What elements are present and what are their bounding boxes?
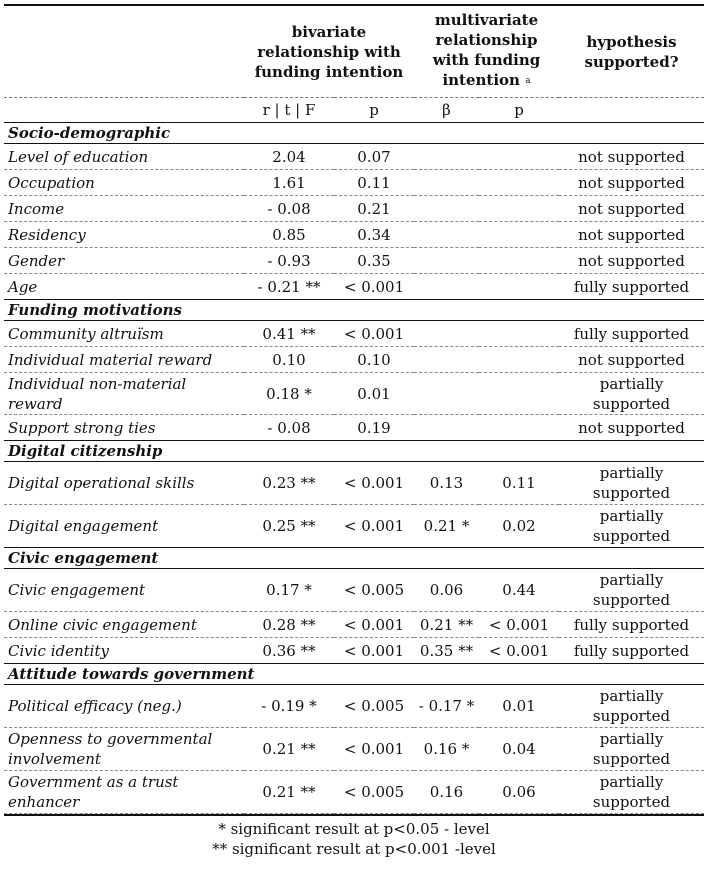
table-row bbox=[4, 373, 704, 415]
cell-hypothesis: partially supported bbox=[559, 505, 704, 548]
cell-hypothesis: fully supported bbox=[559, 321, 704, 347]
cell-r: - 0.93 bbox=[244, 248, 334, 274]
row-label: Digital operational skills bbox=[4, 462, 244, 505]
table-row bbox=[4, 462, 704, 505]
cell-r: 0.23 ** bbox=[244, 462, 334, 505]
section-title-socio: Socio-demographic bbox=[4, 123, 704, 144]
cell-beta bbox=[414, 196, 479, 222]
cell-hypothesis: not supported bbox=[559, 170, 704, 196]
row-label: Gender bbox=[4, 248, 244, 274]
cell-r: 0.21 ** bbox=[244, 771, 334, 814]
cell-r: 0.85 bbox=[244, 222, 334, 248]
cell-beta: 0.21 ** bbox=[414, 612, 479, 638]
subheader-blank bbox=[4, 98, 244, 123]
cell-hypothesis: not supported bbox=[559, 347, 704, 373]
cell-hypothesis: partially supported bbox=[559, 462, 704, 505]
results-table bbox=[4, 4, 704, 816]
cell-p-multi: 0.11 bbox=[479, 462, 559, 505]
row-label: Residency bbox=[4, 222, 244, 248]
cell-p-multi bbox=[479, 248, 559, 274]
cell-p: 0.10 bbox=[334, 347, 414, 373]
table-row bbox=[4, 415, 704, 441]
header-row bbox=[4, 5, 704, 98]
row-label: Digital engagement bbox=[4, 505, 244, 548]
table-row bbox=[4, 321, 704, 347]
cell-p: 0.07 bbox=[334, 144, 414, 170]
cell-hypothesis: not supported bbox=[559, 415, 704, 441]
cell-p-multi bbox=[479, 415, 559, 441]
cell-r: 1.61 bbox=[244, 170, 334, 196]
row-label: Online civic engagement bbox=[4, 612, 244, 638]
table-row bbox=[4, 685, 704, 728]
cell-p: 0.01 bbox=[334, 373, 414, 415]
table-row bbox=[4, 144, 704, 170]
cell-p: < 0.001 bbox=[334, 505, 414, 548]
cell-beta: 0.16 bbox=[414, 771, 479, 814]
cell-hypothesis: not supported bbox=[559, 196, 704, 222]
cell-r: 2.04 bbox=[244, 144, 334, 170]
row-label: Occupation bbox=[4, 170, 244, 196]
cell-beta: 0.16 * bbox=[414, 728, 479, 771]
cell-r: 0.25 ** bbox=[244, 505, 334, 548]
cell-p-multi bbox=[479, 222, 559, 248]
section-header bbox=[4, 664, 704, 685]
table-bottom-rule bbox=[4, 814, 704, 816]
cell-p: < 0.001 bbox=[334, 321, 414, 347]
table-row bbox=[4, 569, 704, 612]
header-multivariate bbox=[414, 5, 559, 98]
cell-p: 0.11 bbox=[334, 170, 414, 196]
cell-beta: 0.06 bbox=[414, 569, 479, 612]
cell-p-multi bbox=[479, 274, 559, 300]
cell-p-multi: < 0.001 bbox=[479, 638, 559, 664]
cell-p: < 0.001 bbox=[334, 638, 414, 664]
cell-hypothesis: not supported bbox=[559, 222, 704, 248]
cell-beta: 0.35 ** bbox=[414, 638, 479, 664]
header-multivariate-text: multivariate relationship with funding intention bbox=[432, 11, 541, 89]
subheader-p-multivariate: p bbox=[479, 98, 559, 123]
header-hypothesis: hypothesis supported? bbox=[584, 32, 679, 71]
table-row bbox=[4, 347, 704, 373]
cell-p-multi: 0.04 bbox=[479, 728, 559, 771]
cell-r: 0.28 ** bbox=[244, 612, 334, 638]
cell-r: 0.36 ** bbox=[244, 638, 334, 664]
cell-p: < 0.001 bbox=[334, 612, 414, 638]
cell-p-multi bbox=[479, 196, 559, 222]
header-multivariate-footnote-mark: a bbox=[525, 76, 531, 86]
row-label: Individual material reward bbox=[4, 347, 244, 373]
cell-beta bbox=[414, 347, 479, 373]
table-row bbox=[4, 170, 704, 196]
cell-r: 0.41 ** bbox=[244, 321, 334, 347]
cell-beta bbox=[414, 248, 479, 274]
table-row bbox=[4, 196, 704, 222]
cell-hypothesis: partially supported bbox=[559, 728, 704, 771]
cell-p-multi: 0.44 bbox=[479, 569, 559, 612]
header-blank bbox=[4, 5, 244, 98]
cell-beta: 0.13 bbox=[414, 462, 479, 505]
cell-beta bbox=[414, 274, 479, 300]
cell-r: - 0.08 bbox=[244, 196, 334, 222]
row-label: Age bbox=[4, 274, 244, 300]
cell-r: - 0.21 ** bbox=[244, 274, 334, 300]
cell-p: < 0.005 bbox=[334, 685, 414, 728]
row-label: Community altruïsm bbox=[4, 321, 244, 347]
section-title-digital: Digital citizenship bbox=[4, 441, 704, 462]
cell-hypothesis: not supported bbox=[559, 248, 704, 274]
cell-hypothesis: partially supported bbox=[559, 569, 704, 612]
row-label: Government as a trust enhancer bbox=[4, 771, 244, 814]
cell-p: < 0.005 bbox=[334, 771, 414, 814]
cell-p: 0.19 bbox=[334, 415, 414, 441]
cell-p-multi bbox=[479, 321, 559, 347]
section-title-funding: Funding motivations bbox=[4, 300, 704, 321]
table-row bbox=[4, 638, 704, 664]
header-bivariate: bivariate relationship with funding intention bbox=[254, 22, 404, 81]
section-title-civic: Civic engagement bbox=[4, 548, 704, 569]
cell-p-multi bbox=[479, 144, 559, 170]
cell-beta bbox=[414, 222, 479, 248]
cell-p: 0.35 bbox=[334, 248, 414, 274]
section-header bbox=[4, 441, 704, 462]
cell-p: < 0.001 bbox=[334, 462, 414, 505]
section-header bbox=[4, 123, 704, 144]
footnote-double-star: ** significant result at p<0.001 -level bbox=[212, 840, 496, 858]
cell-p: 0.34 bbox=[334, 222, 414, 248]
cell-hypothesis: partially supported bbox=[559, 685, 704, 728]
cell-beta: 0.21 * bbox=[414, 505, 479, 548]
cell-hypothesis: not supported bbox=[559, 144, 704, 170]
cell-p: < 0.001 bbox=[334, 274, 414, 300]
cell-beta bbox=[414, 144, 479, 170]
table-row bbox=[4, 222, 704, 248]
cell-p-multi bbox=[479, 170, 559, 196]
cell-p-multi: 0.01 bbox=[479, 685, 559, 728]
section-title-attitude: Attitude towards government bbox=[4, 664, 704, 685]
row-label: Income bbox=[4, 196, 244, 222]
cell-p-multi bbox=[479, 373, 559, 415]
cell-hypothesis: fully supported bbox=[559, 274, 704, 300]
subheader-row bbox=[4, 98, 704, 123]
cell-p-multi: < 0.001 bbox=[479, 612, 559, 638]
row-label: Civic engagement bbox=[4, 569, 244, 612]
table-row bbox=[4, 771, 704, 814]
cell-p: < 0.001 bbox=[334, 728, 414, 771]
cell-r: 0.21 ** bbox=[244, 728, 334, 771]
cell-beta: - 0.17 * bbox=[414, 685, 479, 728]
cell-p-multi: 0.02 bbox=[479, 505, 559, 548]
row-label: Support strong ties bbox=[4, 415, 244, 441]
cell-r: 0.10 bbox=[244, 347, 334, 373]
cell-r: 0.17 * bbox=[244, 569, 334, 612]
row-label: Civic identity bbox=[4, 638, 244, 664]
row-label: Level of education bbox=[4, 144, 244, 170]
subheader-r-t-f: r | t | F bbox=[244, 98, 334, 123]
table-row bbox=[4, 274, 704, 300]
cell-r: - 0.19 * bbox=[244, 685, 334, 728]
cell-hypothesis: partially supported bbox=[559, 373, 704, 415]
cell-hypothesis: fully supported bbox=[559, 638, 704, 664]
table-row bbox=[4, 248, 704, 274]
cell-p-multi: 0.06 bbox=[479, 771, 559, 814]
row-label: Political efficacy (neg.) bbox=[4, 685, 244, 728]
table-row bbox=[4, 612, 704, 638]
section-header bbox=[4, 548, 704, 569]
cell-beta bbox=[414, 321, 479, 347]
table-row bbox=[4, 505, 704, 548]
row-label: Individual non-material reward bbox=[4, 373, 244, 415]
cell-beta bbox=[414, 415, 479, 441]
row-label: Openness to governmental involvement bbox=[4, 728, 244, 771]
cell-p: < 0.005 bbox=[334, 569, 414, 612]
subheader-p-bivariate: p bbox=[334, 98, 414, 123]
cell-r: - 0.08 bbox=[244, 415, 334, 441]
table-footnotes bbox=[0, 819, 708, 859]
cell-p: 0.21 bbox=[334, 196, 414, 222]
cell-hypothesis: fully supported bbox=[559, 612, 704, 638]
subheader-blank-right bbox=[559, 98, 704, 123]
cell-hypothesis: partially supported bbox=[559, 771, 704, 814]
cell-r: 0.18 * bbox=[244, 373, 334, 415]
table-row bbox=[4, 728, 704, 771]
footnote-single-star: * significant result at p<0.05 - level bbox=[218, 820, 490, 838]
section-header bbox=[4, 300, 704, 321]
cell-beta bbox=[414, 373, 479, 415]
table-bottom-rule-cell bbox=[4, 814, 704, 816]
cell-p-multi bbox=[479, 347, 559, 373]
subheader-beta: β bbox=[414, 98, 479, 123]
cell-beta bbox=[414, 170, 479, 196]
